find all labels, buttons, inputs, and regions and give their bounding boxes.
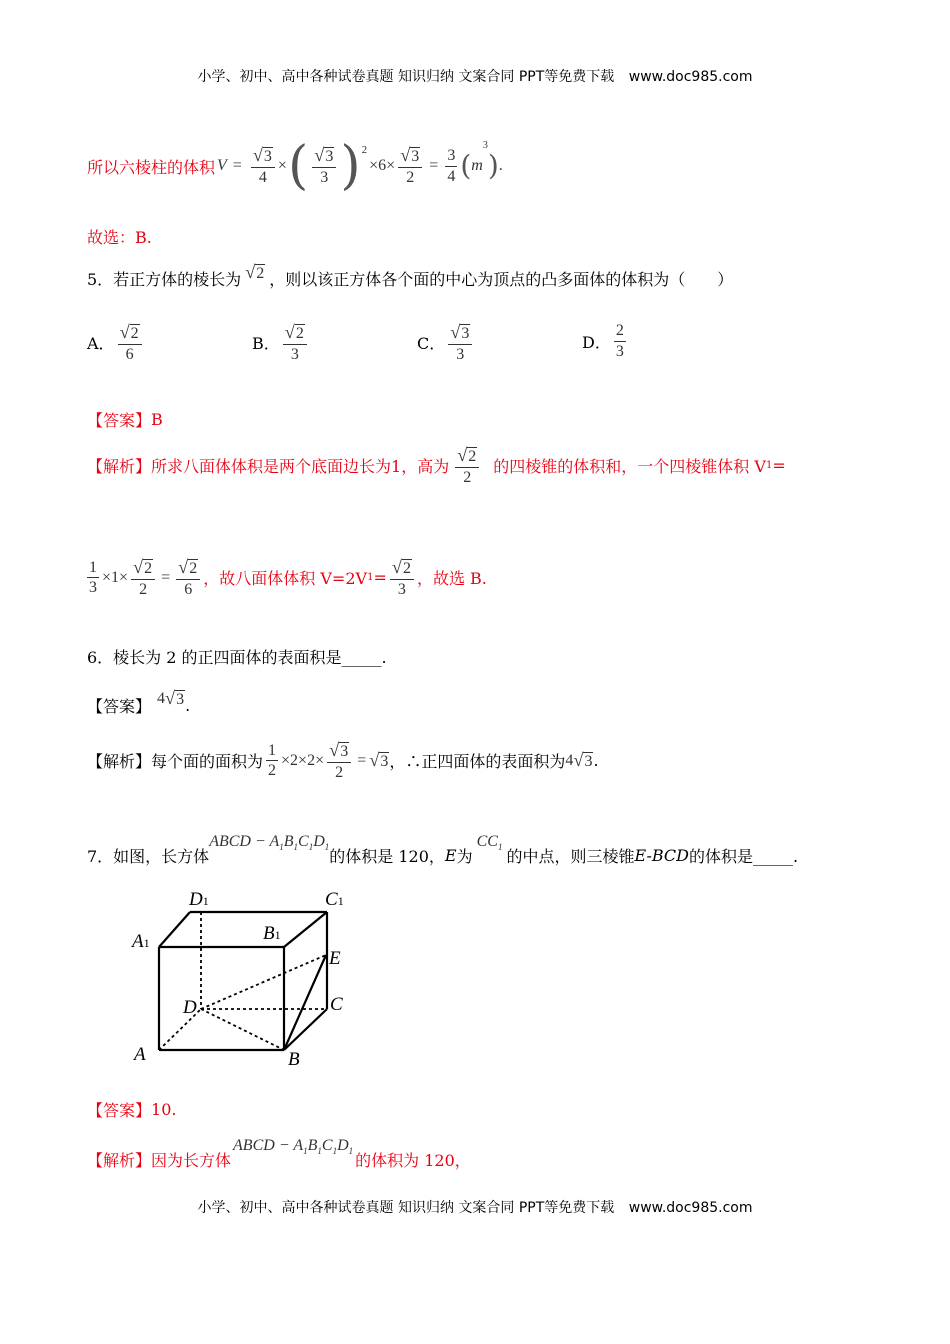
analysis-tag: 【解析】	[87, 752, 152, 772]
q7-analysis	[87, 1134, 471, 1171]
q5-answer	[87, 408, 163, 431]
analysis-end: ，故选 B.	[416, 569, 487, 589]
label-b1: B1	[263, 923, 281, 944]
page-header	[0, 66, 950, 86]
q7-stem-a: 7．如图，长方体	[87, 847, 210, 866]
q5-analysis-line2	[87, 557, 487, 598]
q7-vol-text: 的体积是 120，	[329, 847, 445, 866]
unit-exponent: 3	[482, 140, 488, 151]
q7-stem-c: 的中点，则三棱锥	[506, 847, 635, 866]
footer-text: 小学、初中、高中各种试卷真题 知识归纳 文案合同 PPT等免费下载	[197, 1200, 615, 1216]
q6-analysis	[87, 740, 599, 781]
option-b-fraction: √ 2 3	[283, 322, 307, 363]
cuboid-figure	[125, 885, 365, 1075]
label-b: B	[288, 1049, 300, 1070]
period: .	[498, 157, 503, 174]
label-d1: D1	[189, 889, 209, 910]
unit-right-paren: )	[487, 149, 499, 182]
option-label: A．	[87, 334, 115, 354]
analysis-text: 所求八面体体积是两个底面边长为1，高为	[151, 457, 450, 477]
q7-stem	[87, 830, 798, 867]
eq-sign: =	[357, 751, 367, 769]
analysis-text: 每个面的面积为	[151, 752, 264, 772]
volume-var: V	[217, 157, 227, 174]
option-label: C．	[417, 334, 446, 354]
one-third: $\frac{1}{3}$	[89, 558, 97, 597]
analysis-text-b: ，∴正四面体的表面积为	[389, 752, 566, 772]
eq-sign: =	[772, 456, 786, 476]
eq-sign: =	[232, 157, 242, 174]
option-label: B．	[252, 334, 280, 354]
answer-sqrt: √ 3	[573, 750, 593, 771]
label-e: E	[329, 948, 341, 969]
q5-option-d[interactable]	[582, 322, 629, 360]
q5-edge-sqrt: √ 2	[245, 262, 265, 282]
subscript: 1	[367, 572, 374, 584]
q7-stem-d: 的体积是_____.	[689, 847, 799, 866]
height-fraction: √ 2 2	[455, 445, 479, 486]
right-paren: )	[340, 136, 361, 196]
fraction-3-over-4: $\frac{3}{4}$	[447, 146, 456, 185]
sqrt2-over-3: √ 2 3	[390, 557, 414, 598]
page-footer	[0, 1197, 950, 1217]
sqrt2-over-6: √ 2 6	[176, 557, 200, 598]
period: .	[185, 696, 191, 715]
conclusion-line	[87, 225, 152, 248]
answer-sqrt: √ 3	[165, 688, 185, 708]
volume-line	[87, 136, 503, 196]
pyramid-name: E-BCD	[634, 846, 689, 865]
q5-analysis-line1	[87, 445, 786, 486]
label-a1: A1	[132, 931, 150, 952]
eq-sign: =	[373, 568, 387, 588]
answer-coef: 4	[157, 689, 166, 707]
analysis-text-b: 的体积为 120，	[355, 1151, 471, 1170]
q6-stem-text: 6．棱长为 2 的正四面体的表面积是_____.	[87, 648, 387, 667]
option-a-fraction: √ 2 6	[118, 322, 142, 363]
answer-tag: 【答案】	[87, 411, 152, 430]
e-var: E	[444, 846, 457, 865]
times-sign: ×	[277, 157, 287, 174]
label-c: C	[330, 994, 343, 1015]
answer-value: B	[151, 410, 163, 429]
q6-stem	[87, 645, 387, 668]
times-one-times: ×1×	[102, 568, 129, 586]
times-product: ×2×2×	[281, 751, 325, 769]
eq-sign: =	[161, 568, 171, 586]
unit-left-paren: (	[460, 149, 472, 182]
answer-tag: 【答案】	[87, 1101, 152, 1120]
label-c1: C1	[325, 889, 344, 910]
label-d: D	[183, 997, 197, 1018]
option-c-fraction: √ 3 3	[448, 322, 472, 363]
q5-option-a[interactable]	[87, 322, 145, 363]
q5-stem-before: 5．若正方体的棱长为	[87, 270, 242, 289]
sqrt3-over-2: √ 3 2	[327, 740, 351, 781]
fraction-sqrt3-over-3: √ 3 3	[312, 145, 336, 186]
q5-option-b[interactable]	[252, 322, 310, 363]
segment-cc1: $CC_1$	[476, 832, 503, 853]
square-exponent: 2	[361, 144, 368, 156]
q5-stem	[87, 262, 733, 295]
q7-e-mid: 为	[456, 847, 473, 866]
header-url[interactable]: www.doc985.com	[628, 69, 753, 85]
analysis-tag: 【解析】	[87, 1151, 152, 1170]
period: .	[593, 751, 599, 771]
label-a: A	[134, 1044, 146, 1065]
answer-value: 10.	[151, 1100, 177, 1119]
volume-prefix: 所以六棱柱的体积	[87, 157, 216, 177]
left-paren: (	[287, 136, 309, 196]
times-sign: ×	[386, 157, 396, 174]
conclusion-text: 故选：B.	[87, 228, 152, 247]
six: 6	[378, 157, 387, 174]
times-sign: ×	[369, 157, 379, 174]
subscript: 1	[765, 460, 773, 472]
option-d-fraction: $\frac{2}{3}$	[615, 322, 624, 360]
footer-url[interactable]: www.doc985.com	[628, 1200, 753, 1216]
q5-option-c[interactable]	[417, 322, 475, 363]
header-text: 小学、初中、高中各种试卷真题 知识归纳 文案合同 PPT等免费下载	[197, 69, 615, 85]
prism-name: ABCD − $A_1B_1C_1D_1$	[209, 832, 330, 853]
answer-tag: 【答案】	[87, 697, 152, 716]
analysis-text: 因为长方体	[151, 1151, 232, 1170]
q6-answer	[87, 680, 190, 717]
analysis-text: ，故八面体体积 V=2V	[203, 569, 368, 589]
fraction-sqrt3-over-4: √ 3 4	[251, 145, 275, 186]
option-label: D．	[582, 332, 611, 352]
analysis-text-b: 的四棱锥的体积和，一个四棱锥体积 V	[493, 457, 766, 477]
unit-m: m	[471, 157, 483, 174]
answer-coef: 4	[565, 751, 574, 769]
prism-name: ABCD − $A_1B_1C_1D_1$	[233, 1136, 354, 1157]
half-fraction: $\frac{1}{2}$	[268, 741, 277, 780]
q5-stem-after: ，则以该正方体各个面的中心为顶点的凸多面体的体积为（ ）	[269, 270, 734, 289]
eq-sign: =	[429, 157, 439, 174]
q7-answer	[87, 1098, 176, 1121]
sqrt2-over-2: √ 2 2	[131, 557, 155, 598]
fraction-sqrt3-over-2: √ 3 2	[398, 145, 422, 186]
result-sqrt: √ 3	[369, 750, 389, 771]
analysis-tag: 【解析】	[87, 457, 152, 477]
